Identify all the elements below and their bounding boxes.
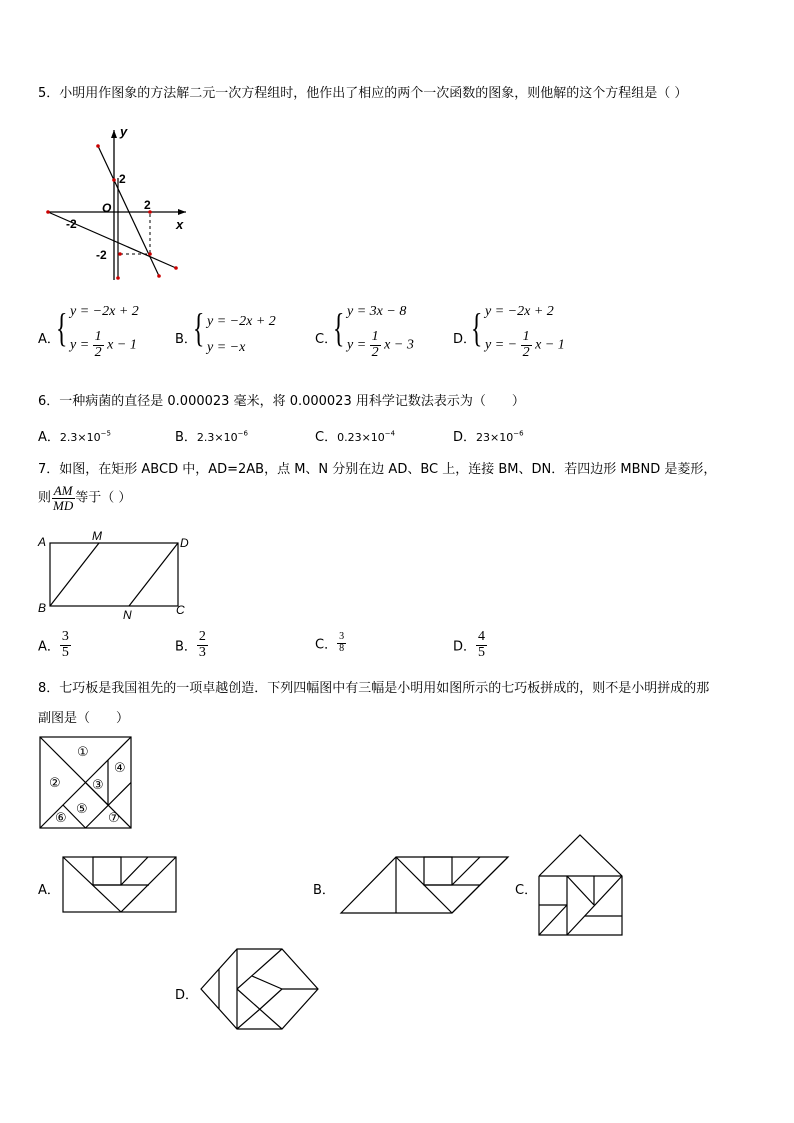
q8-option-b-figure[interactable]	[338, 854, 510, 916]
question-8-text: 8．七巧板是我国祖先的一项卓越创造．下列四幅图中有三幅是小明用如图所示的七巧板拼成的，则不是小明拼成的那	[38, 681, 710, 696]
q8-option-a-label[interactable]: A．	[38, 883, 60, 898]
q5-function-graph	[40, 120, 200, 285]
vertex-m-label: M	[92, 529, 102, 543]
piece-4-label: ④	[114, 760, 126, 775]
q7-option-a[interactable]: A． $\frac{3}{5}$	[38, 629, 69, 660]
q6-option-d[interactable]: D．$23\times 10^{-6}$	[453, 429, 524, 445]
tick-label: -2	[66, 217, 77, 231]
q6-option-c[interactable]: C．$0.23\times 10^{-4}$	[315, 429, 396, 445]
q7-option-b[interactable]: B． $\frac{2}{3}$	[175, 629, 206, 660]
question-7-text: 7．如图，在矩形 ABCD 中，AD=2AB，点 M、N 分别在边 AD、BC 上，连接 BM、DN．若四边形 MBND 是菱形，	[38, 462, 717, 477]
piece-2-label: ②	[49, 775, 61, 790]
piece-6-label: ⑥	[55, 810, 67, 825]
piece-1-label: ①	[77, 744, 89, 759]
q6-option-b[interactable]: B．$2.3\times 10^{-6}$	[175, 429, 248, 445]
y-axis-label: y	[120, 124, 128, 139]
q7-rectangle-figure	[34, 528, 204, 624]
q7-option-c[interactable]: C． $\frac{3}{8}$	[315, 631, 345, 654]
q8-option-d-figure[interactable]	[198, 945, 322, 1033]
question-8-text-line2: 副图是（ ）	[38, 711, 130, 726]
piece-3-label: ③	[92, 777, 104, 792]
origin-label: O	[102, 201, 112, 215]
vertex-n-label: N	[123, 608, 132, 622]
question-5-text: 5．小明用作图象的方法解二元一次方程组时，他作出了相应的两个一次函数的图象，则他解的这个方程组是（ ）	[38, 86, 688, 101]
tick-label: -2	[96, 248, 107, 262]
x-axis-label: x	[176, 217, 184, 232]
tick-label: 2	[144, 198, 151, 212]
q8-option-b-label[interactable]: B．	[313, 883, 335, 898]
q8-option-d-label[interactable]: D．	[175, 988, 199, 1003]
piece-5-label: ⑤	[76, 801, 88, 816]
vertex-c-label: C	[176, 603, 185, 617]
vertex-b-label: B	[38, 601, 47, 615]
q8-option-c-label[interactable]: C．	[515, 883, 538, 898]
question-7-text-line2: 则 $\frac{AM}{MD}$ 等于（ ）	[38, 483, 132, 513]
q8-option-a-figure[interactable]	[60, 854, 180, 914]
q7-option-d[interactable]: D． $\frac{4}{5}$	[453, 629, 486, 660]
tick-label: 2	[119, 172, 126, 186]
question-6-text: 6．一种病菌的直径是 0.000023 毫米，将 0.000023 用科学记数法表示为（ ）	[38, 394, 525, 409]
q8-option-c-figure[interactable]	[536, 832, 626, 938]
vertex-a-label: A	[38, 535, 47, 549]
q6-option-a[interactable]: A．$2.3\times 10^{-5}$	[38, 429, 111, 445]
tangram-reference-figure	[36, 733, 136, 833]
vertex-d-label: D	[180, 536, 189, 550]
piece-7-label: ⑦	[108, 810, 120, 825]
